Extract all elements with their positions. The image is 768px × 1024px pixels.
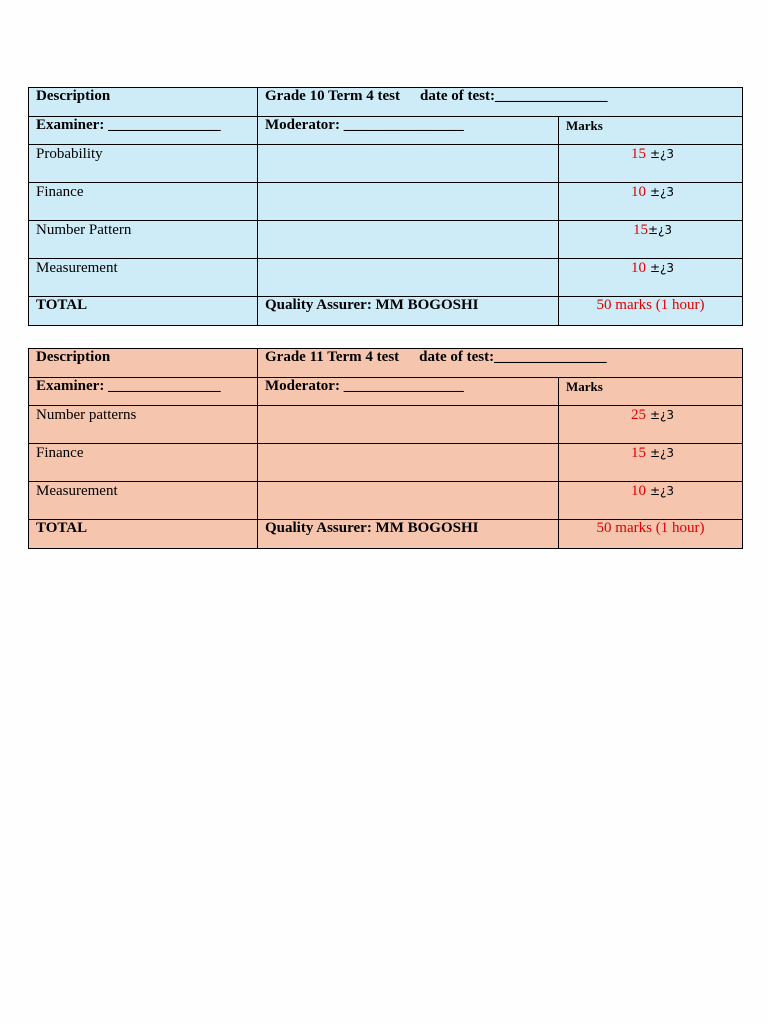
quality-assurer: Quality Assurer: MM BOGOSHI: [258, 520, 559, 549]
marks-symbol: ±¿3: [650, 147, 675, 161]
grade10-table: [28, 87, 743, 326]
topic-name: Measurement: [29, 259, 258, 297]
marks-symbol: ±¿3: [650, 408, 675, 422]
marks-value: 15: [633, 222, 648, 238]
marks-symbol: ±¿3: [650, 484, 675, 498]
total-marks: 50 marks (1 hour): [559, 520, 743, 549]
topic-notes: [258, 221, 559, 259]
topic-marks: [559, 406, 743, 444]
header-row: [29, 88, 743, 117]
moderator-label: Moderator: ________________: [258, 117, 559, 145]
topic-notes: [258, 482, 559, 520]
marks-value: 25: [631, 407, 646, 423]
marks-symbol: ±¿3: [650, 185, 675, 199]
topic-name: Probability: [29, 145, 258, 183]
topic-row: [29, 183, 743, 221]
topic-notes: [258, 259, 559, 297]
grade11-table: [28, 348, 743, 549]
topic-row: [29, 482, 743, 520]
total-marks: 50 marks (1 hour): [559, 297, 743, 326]
date-of-test: date of test:_______________: [419, 88, 608, 104]
test-title-cell: [258, 349, 743, 378]
marks-header: Marks: [559, 117, 743, 145]
description-label: Description: [29, 349, 258, 378]
topic-marks: [559, 145, 743, 183]
topic-row: [29, 145, 743, 183]
topic-marks: [559, 259, 743, 297]
test-title-cell: [258, 88, 743, 117]
total-label: TOTAL: [29, 520, 258, 549]
topic-name: Finance: [29, 183, 258, 221]
examiner-label: Examiner: _______________: [29, 378, 258, 406]
topic-notes: [258, 444, 559, 482]
topic-row: [29, 444, 743, 482]
topic-row: [29, 406, 743, 444]
total-row: [29, 297, 743, 326]
marks-value: 15: [631, 445, 646, 461]
total-label: TOTAL: [29, 297, 258, 326]
marks-value: 10: [631, 184, 646, 200]
topic-row: [29, 259, 743, 297]
test-title: Grade 11 Term 4 test: [265, 349, 400, 365]
topic-name: Number Pattern: [29, 221, 258, 259]
marks-value: 10: [631, 260, 646, 276]
test-title: Grade 10 Term 4 test: [265, 88, 400, 104]
examiner-row: [29, 117, 743, 145]
topic-marks: [559, 183, 743, 221]
date-of-test: date of test:_______________: [419, 349, 607, 365]
moderator-label: Moderator: ________________: [258, 378, 559, 406]
topic-marks: [559, 482, 743, 520]
marks-symbol: ±¿3: [648, 223, 673, 237]
topic-name: Finance: [29, 444, 258, 482]
topic-row: [29, 221, 743, 259]
total-row: [29, 520, 743, 549]
topic-notes: [258, 183, 559, 221]
examiner-label: Examiner: _______________: [29, 117, 258, 145]
topic-marks: [559, 221, 743, 259]
header-row: [29, 349, 743, 378]
marks-value: 15: [631, 146, 646, 162]
examiner-row: [29, 378, 743, 406]
topic-notes: [258, 406, 559, 444]
topic-name: Measurement: [29, 482, 258, 520]
topic-notes: [258, 145, 559, 183]
marks-header: Marks: [559, 378, 743, 406]
topic-marks: [559, 444, 743, 482]
marks-symbol: ±¿3: [650, 446, 675, 460]
marks-symbol: ±¿3: [650, 261, 675, 275]
quality-assurer: Quality Assurer: MM BOGOSHI: [258, 297, 559, 326]
topic-name: Number patterns: [29, 406, 258, 444]
marks-value: 10: [631, 483, 646, 499]
description-label: Description: [29, 88, 258, 117]
